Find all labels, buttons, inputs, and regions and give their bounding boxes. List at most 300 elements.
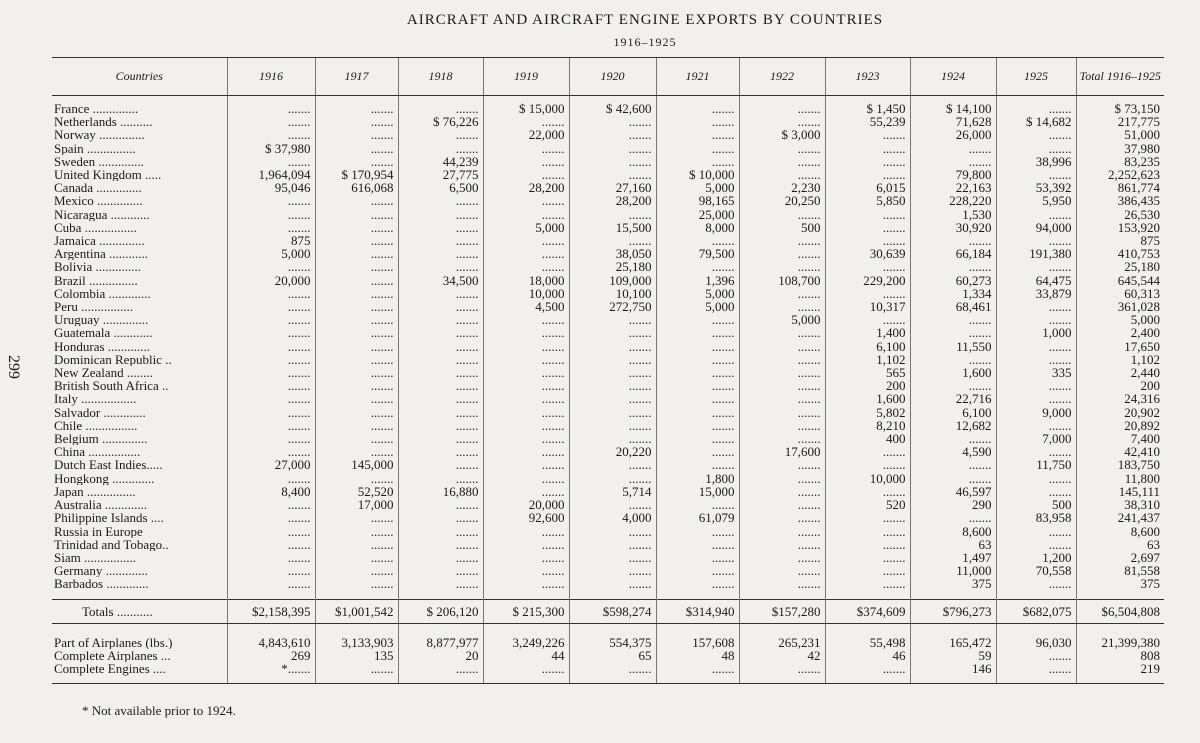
row-label: Dominican Republic .. (54, 352, 172, 367)
table-cell: ....... (569, 340, 656, 353)
table-cell: 15,000 (656, 485, 739, 498)
table-cell: 1,334 (910, 287, 996, 300)
table-cell: ....... (569, 168, 656, 181)
table-cell: ....... (398, 525, 483, 538)
table-cell: ....... (398, 260, 483, 273)
table-cell: ....... (227, 551, 315, 564)
table-cell: 191,380 (996, 247, 1076, 260)
table-cell: 2,252,623 (1076, 168, 1164, 181)
table-cell: ....... (315, 287, 398, 300)
table-cell: ....... (483, 406, 569, 419)
table-cell: 11,550 (910, 340, 996, 353)
table-cell: ....... (825, 128, 910, 141)
table-cell: $ 42,600 (569, 96, 656, 116)
row-label: Cuba ................ (54, 220, 137, 235)
row-label: Uruguay .............. (54, 313, 149, 327)
table-cell: ....... (569, 458, 656, 471)
table-row (52, 551, 1164, 564)
row-label: United Kingdom ..... (54, 168, 162, 182)
table-cell: 55,498 (825, 636, 910, 649)
table-cell: $ 37,980 (227, 142, 315, 155)
table-cell: ....... (569, 208, 656, 221)
table-cell: ....... (825, 577, 910, 590)
table-cell: $157,280 (739, 599, 825, 623)
spacer-cell (910, 591, 996, 600)
table-cell: 64,475 (996, 274, 1076, 287)
table-cell: ....... (569, 155, 656, 168)
table-cell: ....... (825, 564, 910, 577)
table-cell: 410,753 (1076, 247, 1164, 260)
table-row (52, 419, 1164, 432)
table-cell: ....... (398, 419, 483, 432)
table-cell: ....... (910, 511, 996, 524)
table-cell: ....... (483, 472, 569, 485)
table-row (52, 155, 1164, 168)
table-cell: $682,075 (996, 599, 1076, 623)
spacer-cell (52, 623, 227, 636)
table-cell: ....... (315, 313, 398, 326)
table-cell: ....... (996, 96, 1076, 116)
table-cell: 94,000 (996, 221, 1076, 234)
table-cell: ....... (996, 340, 1076, 353)
exports-table (52, 57, 1164, 684)
table-cell: ....... (739, 234, 825, 247)
table-cell: 808 (1076, 649, 1164, 662)
table-cell: 83,958 (996, 511, 1076, 524)
table-cell: ....... (315, 194, 398, 207)
table-row (52, 96, 1164, 116)
table-row (52, 128, 1164, 141)
table-cell: ....... (315, 340, 398, 353)
table-cell: ....... (825, 260, 910, 273)
table-cell: $ 73,150 (1076, 96, 1164, 116)
table-cell: $374,609 (825, 599, 910, 623)
table-cell: 269 (227, 649, 315, 662)
row-label: Siam ................ (54, 550, 136, 565)
table-row (52, 168, 1164, 181)
table-cell: ....... (996, 128, 1076, 141)
table-cell: 861,774 (1076, 181, 1164, 194)
column-header: 1918 (398, 58, 483, 96)
table-cell: 22,716 (910, 392, 996, 405)
table-cell: ....... (227, 96, 315, 116)
table-cell: 146 (910, 662, 996, 684)
table-cell: 157,608 (656, 636, 739, 649)
column-header-countries: Countries (52, 58, 227, 96)
table-cell: 51,000 (1076, 128, 1164, 141)
table-cell: ....... (227, 366, 315, 379)
table-row (52, 181, 1164, 194)
table-cell: ....... (739, 326, 825, 339)
table-cell: 12,682 (910, 419, 996, 432)
table-cell: 1,200 (996, 551, 1076, 564)
table-cell: ....... (996, 168, 1076, 181)
table-cell: 4,590 (910, 445, 996, 458)
table-cell: ....... (315, 155, 398, 168)
spacer-cell (398, 591, 483, 600)
table-cell: ....... (569, 525, 656, 538)
table-cell: $ 1,450 (825, 96, 910, 116)
row-label: Complete Engines .... (52, 662, 227, 684)
table-cell: ....... (996, 525, 1076, 538)
table-cell: ....... (656, 142, 739, 155)
table-row (52, 194, 1164, 207)
table-cell: 20,220 (569, 445, 656, 458)
table-cell: ....... (398, 392, 483, 405)
table-cell: ....... (569, 366, 656, 379)
table-cell: ....... (656, 96, 739, 116)
table-cell: ....... (996, 142, 1076, 155)
table-cell: ....... (569, 419, 656, 432)
table-cell: ....... (656, 326, 739, 339)
table-cell: ....... (315, 142, 398, 155)
table-row (52, 472, 1164, 485)
table-cell: 375 (910, 577, 996, 590)
table-cell: 6,500 (398, 181, 483, 194)
table-cell: 92,600 (483, 511, 569, 524)
table-row (52, 353, 1164, 366)
spacer-cell (315, 623, 398, 636)
table-cell: 1,800 (656, 472, 739, 485)
table-cell: ....... (739, 511, 825, 524)
table-cell: ....... (739, 155, 825, 168)
table-cell: ....... (569, 662, 656, 684)
table-cell: 10,000 (483, 287, 569, 300)
table-cell: 83,235 (1076, 155, 1164, 168)
table-cell: ....... (910, 260, 996, 273)
table-cell: ....... (483, 313, 569, 326)
table-cell: 20,000 (227, 274, 315, 287)
table-cell: 6,100 (910, 406, 996, 419)
table-cell: 1,400 (825, 326, 910, 339)
table-cell: ....... (569, 564, 656, 577)
table-cell: 70,558 (996, 564, 1076, 577)
table-row (52, 115, 1164, 128)
table-cell: ....... (996, 313, 1076, 326)
table-cell: 165,472 (910, 636, 996, 649)
table-cell: 200 (825, 379, 910, 392)
table-cell: 361,028 (1076, 300, 1164, 313)
table-cell: ....... (739, 392, 825, 405)
table-cell: ....... (656, 115, 739, 128)
spacer-cell (227, 623, 315, 636)
table-cell: ....... (227, 155, 315, 168)
table-cell: 11,800 (1076, 472, 1164, 485)
table-row (52, 221, 1164, 234)
table-cell: 34,500 (398, 274, 483, 287)
footnote: * Not available prior to 1924. (82, 703, 236, 718)
table-cell: 219 (1076, 662, 1164, 684)
table-cell: ....... (315, 662, 398, 684)
table-cell: ....... (315, 260, 398, 273)
row-label: Colombia ............. (54, 286, 151, 301)
table-row (52, 538, 1164, 551)
table-cell: 2,440 (1076, 366, 1164, 379)
table-cell: ....... (398, 498, 483, 511)
row-label: France .............. (54, 101, 139, 116)
table-cell: 63 (1076, 538, 1164, 551)
table-cell: ....... (398, 340, 483, 353)
table-cell: ....... (996, 538, 1076, 551)
table-cell: ....... (315, 525, 398, 538)
row-label: Sweden .............. (54, 154, 144, 169)
table-cell: 5,714 (569, 485, 656, 498)
row-label: Chile ................ (54, 418, 138, 433)
table-cell: 17,650 (1076, 340, 1164, 353)
table-cell: ....... (910, 326, 996, 339)
page-title: AIRCRAFT AND AIRCRAFT ENGINE EXPORTS BY COUNTRIES (406, 12, 884, 28)
table-cell: ....... (656, 445, 739, 458)
table-cell: ....... (398, 234, 483, 247)
table-cell: ....... (398, 221, 483, 234)
table-cell: 46 (825, 649, 910, 662)
table-cell: 65 (569, 649, 656, 662)
table-cell: ....... (483, 168, 569, 181)
table-cell: 33,879 (996, 287, 1076, 300)
table-cell: 27,160 (569, 181, 656, 194)
table-cell: ....... (483, 208, 569, 221)
table-cell: ....... (315, 379, 398, 392)
table-cell: ....... (227, 115, 315, 128)
table-body (52, 96, 1164, 684)
table-cell: 6,015 (825, 181, 910, 194)
table-cell: ....... (483, 432, 569, 445)
table-cell: 386,435 (1076, 194, 1164, 207)
table-cell: ....... (996, 445, 1076, 458)
table-cell: ....... (483, 353, 569, 366)
column-header: 1924 (910, 58, 996, 96)
table-cell: ....... (227, 221, 315, 234)
table-cell: 44,239 (398, 155, 483, 168)
table-cell: 25,000 (656, 208, 739, 221)
table-cell: ....... (483, 538, 569, 551)
row-label: Brazil ............... (54, 273, 138, 287)
table-cell: $ 76,226 (398, 115, 483, 128)
table-cell: ....... (227, 340, 315, 353)
table-cell: ....... (656, 260, 739, 273)
table-cell: 60,273 (910, 274, 996, 287)
row-label: New Zealand ........ (54, 366, 153, 380)
table-cell: $2,158,395 (227, 599, 315, 623)
spacer-cell (52, 591, 227, 600)
table-cell: 265,231 (739, 636, 825, 649)
table-cell: 38,310 (1076, 498, 1164, 511)
table-cell: ....... (227, 379, 315, 392)
table-cell: ....... (569, 353, 656, 366)
table-cell: ....... (656, 538, 739, 551)
table-row (52, 525, 1164, 538)
row-label: Mexico .............. (54, 194, 143, 208)
table-cell: ....... (227, 392, 315, 405)
table-cell: ....... (398, 445, 483, 458)
table-cell: ....... (739, 260, 825, 273)
table-cell: ....... (227, 577, 315, 590)
row-spacer (52, 591, 1164, 600)
table-cell: ....... (227, 511, 315, 524)
table-cell: ....... (569, 432, 656, 445)
table-cell: ....... (569, 128, 656, 141)
table-cell: 217,775 (1076, 115, 1164, 128)
table-cell: ....... (569, 392, 656, 405)
table-cell: ....... (825, 511, 910, 524)
spacer-cell (1076, 591, 1164, 600)
table-cell: ....... (656, 155, 739, 168)
table-cell: ....... (483, 392, 569, 405)
table-cell: $ 215,300 (483, 599, 569, 623)
table-cell: ....... (315, 234, 398, 247)
table-cell: 20,000 (483, 498, 569, 511)
page-subtitle: 1916–1925 (613, 35, 677, 49)
table-cell: 22,000 (483, 128, 569, 141)
table-cell: ....... (315, 445, 398, 458)
table-cell: ....... (315, 274, 398, 287)
table-cell: 1,000 (996, 326, 1076, 339)
table-cell: 20,892 (1076, 419, 1164, 432)
table-cell: 145,111 (1076, 485, 1164, 498)
row-label: Barbados ............. (54, 577, 149, 591)
column-header: 1921 (656, 58, 739, 96)
table-cell: ....... (227, 525, 315, 538)
table-cell: 8,210 (825, 419, 910, 432)
table-row (52, 274, 1164, 287)
table-cell: ....... (656, 419, 739, 432)
table-cell: ....... (483, 662, 569, 684)
table-row (52, 458, 1164, 471)
table-cell: ....... (227, 326, 315, 339)
table-cell: ....... (315, 96, 398, 116)
table-cell: ....... (315, 326, 398, 339)
table-cell: 81,558 (1076, 564, 1164, 577)
table-cell: ....... (910, 142, 996, 155)
row-label: Nicaragua ............ (54, 207, 150, 221)
table-cell: 63 (910, 538, 996, 551)
table-cell: ....... (315, 472, 398, 485)
table-cell: 565 (825, 366, 910, 379)
table-cell: ....... (398, 511, 483, 524)
table-cell: 68,461 (910, 300, 996, 313)
table-cell: ....... (656, 498, 739, 511)
table-cell: ....... (483, 234, 569, 247)
table-cell: ....... (569, 234, 656, 247)
table-cell: $6,504,808 (1076, 599, 1164, 623)
table-cell: ....... (656, 128, 739, 141)
table-cell: 27,000 (227, 458, 315, 471)
table-cell: 48 (656, 649, 739, 662)
table-cell: ....... (825, 168, 910, 181)
spacer-cell (483, 591, 569, 600)
row-label: Dutch East Indies..... (54, 458, 163, 472)
table-cell: ....... (227, 432, 315, 445)
table-cell: 55,239 (825, 115, 910, 128)
table-cell: ....... (315, 300, 398, 313)
table-cell: 66,184 (910, 247, 996, 260)
table-cell: ....... (483, 379, 569, 392)
row-label: China ................ (54, 445, 141, 459)
table-cell: ....... (315, 538, 398, 551)
table-cell: ....... (227, 260, 315, 273)
table-cell: 241,437 (1076, 511, 1164, 524)
table-cell: ....... (315, 208, 398, 221)
table-cell: 5,000 (656, 300, 739, 313)
spacer-cell (656, 623, 739, 636)
table-cell: ....... (656, 577, 739, 590)
table-cell: ....... (656, 458, 739, 471)
table-cell: ....... (656, 353, 739, 366)
table-cell: 8,600 (1076, 525, 1164, 538)
row-label: Salvador ............. (54, 405, 146, 419)
table-row (52, 379, 1164, 392)
table-cell: ....... (569, 551, 656, 564)
table-cell: 5,000 (739, 313, 825, 326)
table-cell: 1,530 (910, 208, 996, 221)
table-cell: 272,750 (569, 300, 656, 313)
table-cell: ....... (398, 472, 483, 485)
table-cell: 11,750 (996, 458, 1076, 471)
table-cell: ....... (227, 300, 315, 313)
table-cell: ....... (739, 340, 825, 353)
table-cell: 1,396 (656, 274, 739, 287)
spacer-cell (227, 591, 315, 600)
table-cell: 2,230 (739, 181, 825, 194)
table-cell: 18,000 (483, 274, 569, 287)
row-label: Complete Airplanes ... (54, 648, 171, 663)
table-cell: ....... (910, 313, 996, 326)
row-label: Totals ........... (52, 599, 227, 623)
table-cell: $314,940 (656, 599, 739, 623)
table-cell: 25,180 (569, 260, 656, 273)
table-cell: 44 (483, 649, 569, 662)
table-cell: ....... (569, 313, 656, 326)
table-cell: ....... (739, 472, 825, 485)
table-cell: ....... (569, 538, 656, 551)
table-row (52, 208, 1164, 221)
table-cell: 4,000 (569, 511, 656, 524)
table-cell: ....... (569, 326, 656, 339)
table-cell: ....... (656, 525, 739, 538)
spacer-cell (996, 623, 1076, 636)
table-cell: 5,000 (656, 287, 739, 300)
table-cell: ....... (739, 287, 825, 300)
table-cell: ....... (315, 247, 398, 260)
table-cell: 37,980 (1076, 142, 1164, 155)
table-cell: ....... (656, 366, 739, 379)
table-cell: ....... (483, 340, 569, 353)
table-cell: ....... (825, 662, 910, 684)
table-cell: ....... (910, 155, 996, 168)
table-cell: ....... (825, 445, 910, 458)
page-number: 299 (5, 355, 22, 379)
table-cell: 20,250 (739, 194, 825, 207)
table-cell: ....... (398, 432, 483, 445)
column-header: 1922 (739, 58, 825, 96)
table-cell: ....... (398, 577, 483, 590)
table-cell: ....... (483, 419, 569, 432)
table-cell: ....... (996, 577, 1076, 590)
table-cell: 8,877,977 (398, 636, 483, 649)
table-cell: ....... (656, 551, 739, 564)
table-cell: ....... (739, 498, 825, 511)
table-cell: ....... (569, 498, 656, 511)
table-row (52, 445, 1164, 458)
table-cell: ....... (315, 406, 398, 419)
table-cell: $ 3,000 (739, 128, 825, 141)
table-cell: 10,100 (569, 287, 656, 300)
table-cell: 5,950 (996, 194, 1076, 207)
table-cell: ....... (825, 208, 910, 221)
table-cell: ....... (398, 551, 483, 564)
table-row (52, 392, 1164, 405)
row-label: Germany ............. (54, 564, 148, 578)
